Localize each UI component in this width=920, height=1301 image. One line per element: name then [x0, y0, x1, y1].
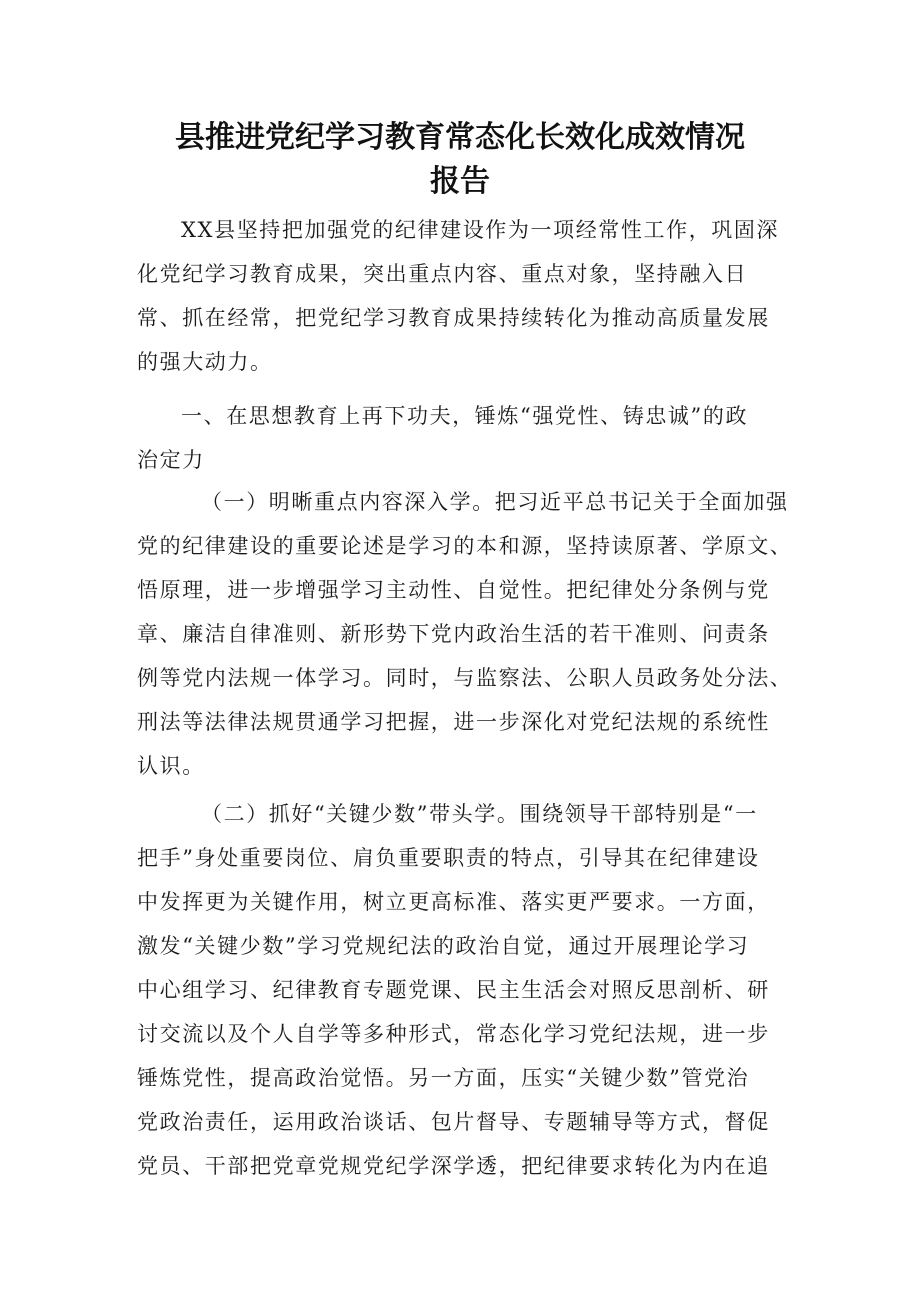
paragraph-line: 刑法等法律法规贯通学习把握，进一步深化对党纪法规的系统性 — [137, 710, 770, 734]
paragraph-line: 激发“关键少数”学习党规纪法的政治自觉，通过开展理论学习 — [137, 934, 750, 958]
paragraph-line: 把手”身处重要岗位、肩负重要职责的特点，引导其在纪律建设 — [137, 846, 760, 870]
paragraph-line: 认识。 — [137, 754, 205, 778]
paragraph-line: 例等党内法规一体学习。同时，与监察法、公职人员政务处分法、 — [137, 666, 793, 690]
paragraph-line: 讨交流以及个人自学等多种形式，常态化学习党纪法规，进一步 — [137, 1022, 770, 1046]
paragraph-line: 党政治责任，运用政治谈话、包片督导、专题辅导等方式，督促 — [137, 1110, 770, 1134]
paragraph-line: 化党纪学习教育成果，突出重点内容、重点对象，坚持融入日 — [137, 262, 748, 286]
paragraph-line: 锤炼党性，提高政治觉悟。另一方面，压实“关键少数”管党治 — [137, 1066, 750, 1090]
paragraph-line: 章、廉洁自律准则、新形势下党内政治生活的若干准则、问责条 — [137, 622, 770, 646]
paragraph-line: 党员、干部把党章党规党纪学深学透，把纪律要求转化为内在追 — [137, 1154, 770, 1178]
paragraph-line: 中心组学习、纪律教育专题党课、民主生活会对照反思剖析、研 — [137, 978, 770, 1002]
paragraph-line: （二）抓好“关键少数”带头学。围绕领导干部特别是“一 — [201, 802, 758, 826]
paragraph-line: 治定力 — [137, 448, 205, 472]
paragraph-line: 一、在思想教育上再下功夫，锤炼“强党性、铸忠诚”的政 — [181, 404, 749, 428]
paragraph-line: XX县坚持把加强党的纪律建设作为一项经常性工作，巩固深 — [181, 218, 780, 242]
paragraph-line: 悟原理，进一步增强学习主动性、自觉性。把纪律处分条例与党 — [137, 578, 770, 602]
document-title-line-1: 县推进党纪学习教育常态化长效化成效情况 — [175, 120, 745, 155]
paragraph-line: 党的纪律建设的重要论述是学习的本和源，坚持读原著、学原文、 — [137, 534, 793, 558]
document-title-line-2: 报告 — [430, 164, 490, 199]
paragraph-line: （一）明晰重点内容深入学。把习近平总书记关于全面加强 — [201, 490, 789, 514]
paragraph-line: 常、抓在经常，把党纪学习教育成果持续转化为推动高质量发展 — [137, 306, 770, 330]
paragraph-line: 中发挥更为关键作用，树立更高标准、落实更严要求。一方面， — [137, 890, 770, 914]
paragraph-line: 的强大动力。 — [137, 350, 273, 374]
